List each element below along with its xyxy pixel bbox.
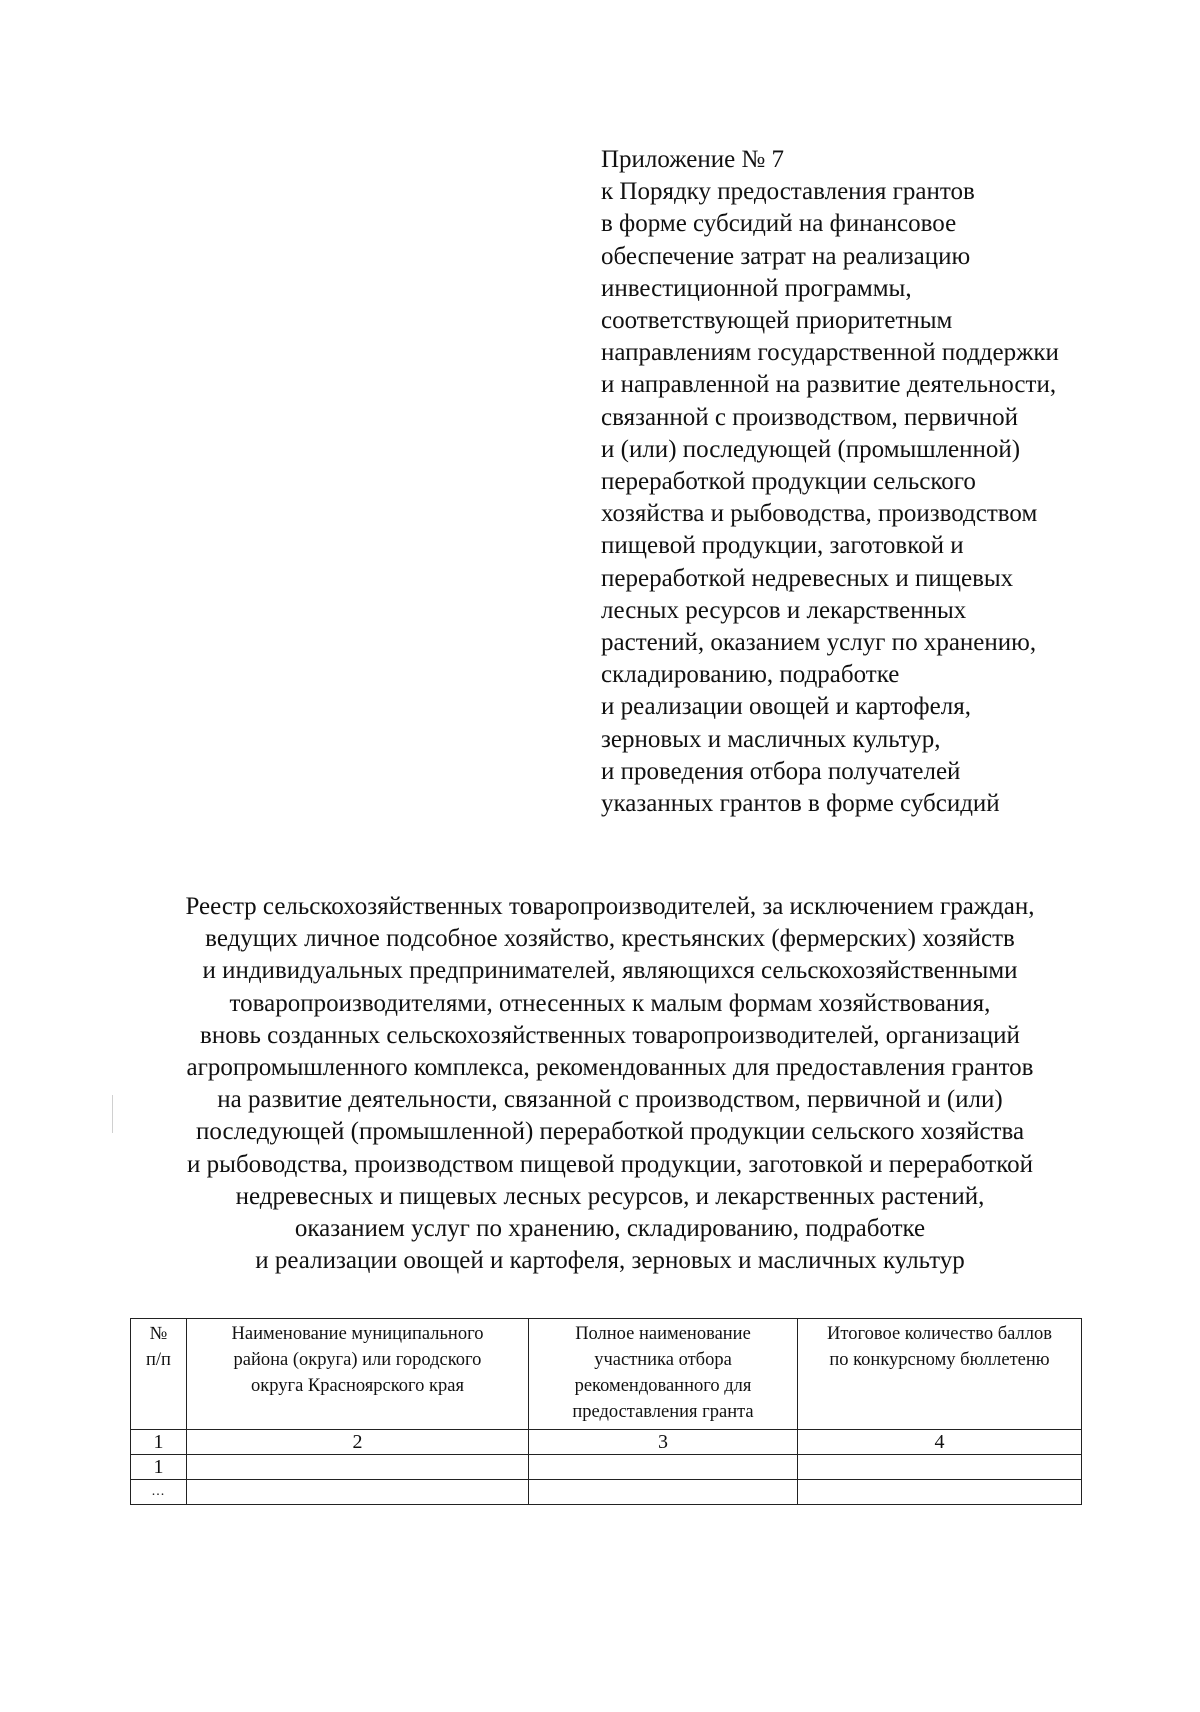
column-number-cell: 2 bbox=[187, 1430, 529, 1455]
header-participant-name bbox=[529, 1319, 798, 1430]
appendix-line: инвестиционной программы, bbox=[601, 274, 912, 302]
header-text: п/п bbox=[146, 1350, 171, 1370]
appendix-line: зерновых и масличных культур, bbox=[601, 725, 941, 753]
table-cell bbox=[187, 1480, 529, 1505]
appendix-line: переработкой недревесных и пищевых bbox=[601, 564, 1014, 592]
appendix-line: в форме субсидий на финансовое bbox=[601, 210, 957, 238]
appendix-line: растений, оказанием услуг по хранению, bbox=[601, 629, 1037, 657]
registry-title-line: агропромышленного комплекса, рекомендованных для предоставления грантов bbox=[186, 1054, 1034, 1082]
appendix-line: к Порядку предоставления грантов bbox=[601, 178, 975, 206]
appendix-line: и проведения отбора получателей bbox=[601, 757, 961, 785]
registry-table bbox=[130, 1318, 1082, 1505]
registry-title-line: и индивидуальных предпринимателей, являющихся сельскохозяйственными bbox=[202, 957, 1018, 985]
table-cell bbox=[529, 1455, 798, 1480]
table-cell bbox=[798, 1480, 1082, 1505]
appendix-line: хозяйства и рыбоводства, производством bbox=[601, 500, 1038, 528]
header-text: района (округа) или городского bbox=[233, 1350, 482, 1370]
appendix-line: лесных ресурсов и лекарственных bbox=[601, 596, 967, 624]
registry-title-line: ведущих личное подсобное хозяйство, крестьянских (фермерских) хозяйств bbox=[205, 925, 1015, 953]
appendix-line: переработкой продукции сельского bbox=[601, 468, 976, 496]
table-cell bbox=[798, 1455, 1082, 1480]
header-text: округа Красноярского края bbox=[251, 1376, 464, 1396]
appendix-line: и реализации овощей и картофеля, bbox=[601, 693, 971, 721]
header-text: Наименование муниципального bbox=[231, 1324, 484, 1344]
header-text: участника отбора bbox=[594, 1350, 732, 1370]
appendix-line: и направленной на развитие деятельности, bbox=[601, 371, 1057, 399]
registry-table-wrapper bbox=[130, 1318, 1082, 1505]
appendix-line: пищевой продукции, заготовкой и bbox=[601, 532, 964, 560]
appendix-line: направлениям государственной поддержки bbox=[601, 339, 1059, 367]
header-text: Итоговое количество баллов bbox=[827, 1324, 1052, 1344]
column-number-cell: 4 bbox=[798, 1430, 1082, 1455]
table-cell: ... bbox=[131, 1480, 187, 1505]
column-number-cell: 1 bbox=[131, 1430, 187, 1455]
scan-artifact-line bbox=[112, 1095, 113, 1133]
header-number bbox=[131, 1319, 187, 1430]
registry-title bbox=[120, 891, 1100, 1277]
appendix-line: указанных грантов в форме субсидий bbox=[601, 790, 1000, 818]
header-municipality bbox=[187, 1319, 529, 1430]
registry-title-line: Реестр сельскохозяйственных товаропроизводителей, за исключением граждан, bbox=[185, 893, 1035, 920]
table-row bbox=[131, 1455, 1082, 1480]
table-cell bbox=[187, 1455, 529, 1480]
column-number-row bbox=[131, 1430, 1082, 1455]
header-text: рекомендованного для bbox=[574, 1376, 752, 1396]
table-cell: 1 bbox=[131, 1455, 187, 1480]
registry-title-line: оказанием услуг по хранению, складированию, подработке bbox=[294, 1215, 926, 1243]
table-header-row bbox=[131, 1319, 1082, 1430]
header-text: по конкурсному бюллетеню bbox=[829, 1350, 1050, 1370]
registry-title-line: товаропроизводителями, отнесенных к малым формам хозяйствования, bbox=[229, 989, 991, 1017]
column-number-cell: 3 bbox=[529, 1430, 798, 1455]
appendix-line: соответствующей приоритетным bbox=[601, 307, 953, 335]
registry-title-line: недревесных и пищевых лесных ресурсов, и лекарственных растений, bbox=[235, 1182, 985, 1210]
registry-title-line: и рыбоводства, производством пищевой продукции, заготовкой и переработкой bbox=[187, 1150, 1033, 1178]
registry-title-line: и реализации овощей и картофеля, зерновых и масличных культур bbox=[255, 1247, 965, 1275]
header-text: Полное наименование bbox=[575, 1324, 751, 1344]
appendix-block bbox=[601, 144, 1121, 820]
header-total-score bbox=[798, 1319, 1082, 1430]
table-row bbox=[131, 1480, 1082, 1505]
registry-title-line: последующей (промышленной) переработкой продукции сельского хозяйства bbox=[195, 1118, 1025, 1146]
header-text: предоставления гранта bbox=[572, 1402, 754, 1422]
registry-title-line: вновь созданных сельскохозяйственных товаропроизводителей, организаций bbox=[200, 1021, 1020, 1049]
table-cell bbox=[529, 1480, 798, 1505]
appendix-line: складированию, подработке bbox=[601, 661, 900, 689]
header-text: № bbox=[149, 1324, 168, 1344]
appendix-line: и (или) последующей (промышленной) bbox=[601, 435, 1021, 463]
appendix-line: Приложение № 7 bbox=[601, 146, 785, 173]
appendix-line: обеспечение затрат на реализацию bbox=[601, 242, 971, 270]
appendix-line: связанной с производством, первичной bbox=[601, 403, 1019, 431]
registry-title-line: на развитие деятельности, связанной с производством, первичной и (или) bbox=[217, 1086, 1003, 1114]
